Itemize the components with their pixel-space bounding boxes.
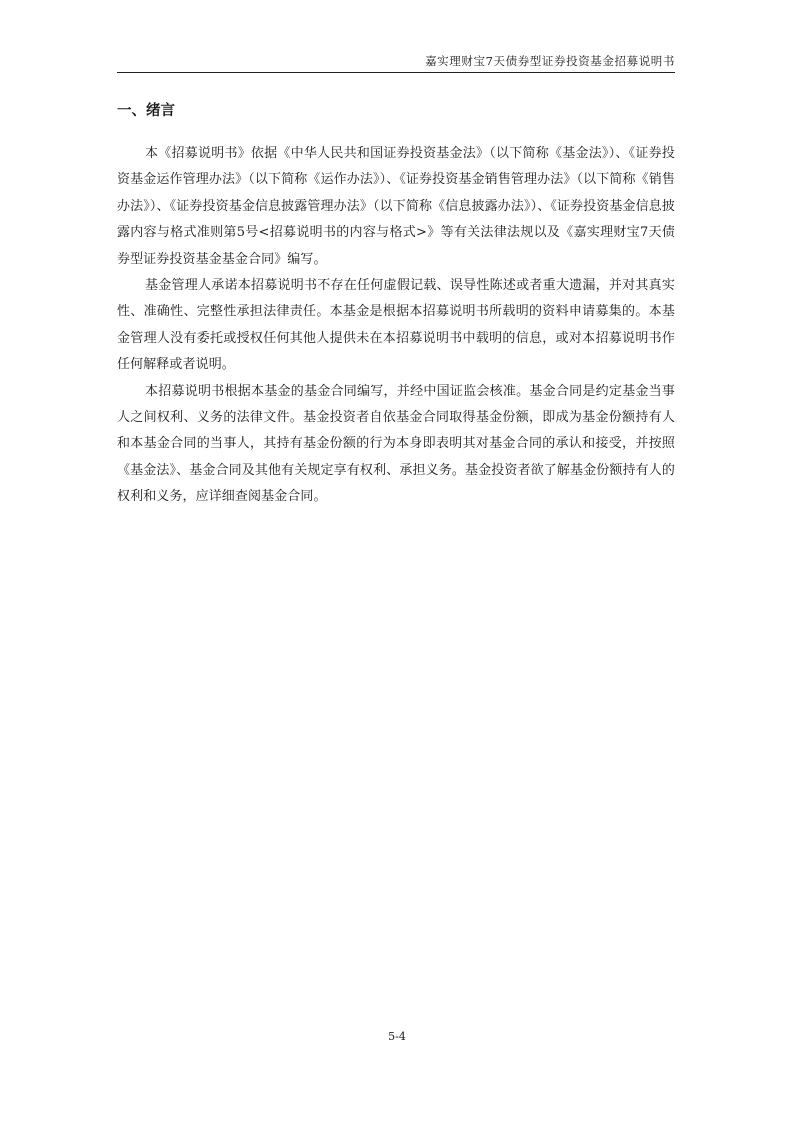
- body-text: [117, 141, 675, 511]
- header-divider: [117, 72, 675, 73]
- page-number: 5-4: [388, 1030, 406, 1043]
- paragraph-legal-basis: 本《招募说明书》依据《中华人民共和国证券投资基金法》（以下简称《基金法》）、《证券投资基金运作管理办法》（以下简称《运作办法》）、《证券投资基金销售管理办法》（以下简称《销售办法》）、《证券投资基金信息披露管理办法》（以下简称《信息披露办法》）、《证券投资基金信息披露内容与格式准则第5号<招募说明书的内容与格式>》等有关法律法规以及《嘉实理财宝7天债券型证券投资基金基金合同》编写。: [117, 146, 675, 267]
- paragraph-fund-contract: 本招募说明书根据本基金的基金合同编写，并经中国证监会核准。基金合同是约定基金当事人之间权利、义务的法律文件。基金投资者自依基金合同取得基金份额，即成为基金份额持有人和本基金合同的当事人，其持有基金份额的行为本身即表明其对基金合同的承认和接受，并按照《基金法》、基金合同及其他有关规定享有权利、承担义务。基金投资者欲了解基金份额持有人的权利和义务，应详细查阅基金合同。: [117, 383, 675, 505]
- running-header: 嘉实理财宝7天债券型证券投资基金招募说明书: [425, 54, 675, 68]
- paragraph-manager-commitment: 基金管理人承诺本招募说明书不存在任何虚假记载、误导性陈述或者重大遗漏，并对其真实性、准确性、完整性承担法律责任。本基金是根据本招募说明书所载明的资料申请募集的。本基金管理人没有委托或授权任何其他人提供未在本招募说明书中载明的信息，或对本招募说明书作任何解释或者说明。: [117, 278, 675, 373]
- section-heading: 一、绪言: [117, 103, 175, 119]
